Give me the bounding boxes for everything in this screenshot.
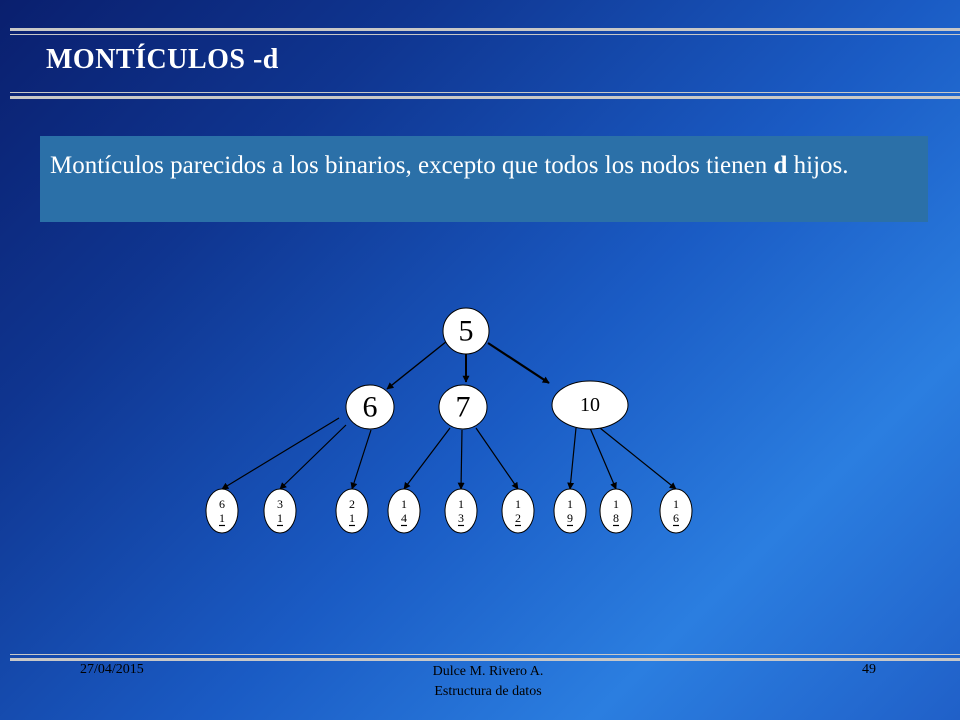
node-leaf-8-digit: 1 — [613, 497, 619, 512]
node-leaf-9 — [660, 489, 692, 533]
node-leaf-3-digit: 2 — [349, 497, 355, 512]
description-text-end: hijos. — [787, 152, 849, 179]
edge-to-leaf-5 — [461, 430, 462, 489]
node-leaf-5-digit: 1 — [458, 497, 464, 512]
node-leaf-6-digit: 2 — [515, 510, 521, 525]
node-level1-2-digit: 7 — [455, 390, 471, 424]
footer-date: 27/04/2015 — [80, 662, 144, 677]
description-text: Montículos parecidos a los binarios, excepto que todos los nodos tienen — [50, 152, 774, 179]
node-root-digit: 5 — [458, 314, 474, 348]
node-leaf-8 — [600, 489, 632, 533]
node-leaf-2-digit: 3 — [277, 497, 283, 512]
node-leaf-4-digit: 1 — [401, 497, 407, 512]
node-leaf-9-digit: 1 — [673, 497, 679, 512]
node-leaf-8-digit: 8 — [613, 510, 619, 525]
node-leaf-6 — [502, 489, 534, 533]
edge-to-leaf-6 — [476, 428, 518, 489]
node-leaf-9-digit: 6 — [673, 510, 679, 525]
node-level1-3-digit: 10 — [580, 394, 600, 416]
node-leaf-2 — [264, 489, 296, 533]
edge-to-leaf-9 — [600, 428, 676, 489]
node-leaf-4-digit: 4 — [401, 510, 407, 525]
bottom-rule-thin — [10, 654, 960, 655]
edge-to-leaf-2 — [280, 425, 346, 489]
footer-author-name: Dulce M. Rivero A. — [432, 664, 544, 679]
edge-root-to-10 — [488, 343, 549, 383]
tree-nodes — [206, 308, 692, 533]
edge-to-leaf-1 — [222, 418, 339, 489]
node-leaf-1-digit: 6 — [219, 497, 225, 512]
node-leaf-7-digit: 1 — [567, 497, 573, 512]
footer-course-name: Estructura de datos — [434, 684, 542, 699]
description-bold-d: d — [773, 152, 788, 179]
edge-to-leaf-4 — [404, 428, 450, 489]
edge-to-leaf-7 — [570, 428, 576, 489]
node-level1-1-digit: 6 — [362, 390, 378, 424]
bottom-rule-thick — [10, 658, 960, 661]
node-leaf-7-digit: 9 — [567, 510, 573, 525]
node-leaf-5-digit: 3 — [458, 510, 464, 525]
node-leaf-6-digit: 1 — [515, 497, 521, 512]
footer-page-number: 49 — [862, 662, 876, 677]
node-leaf-4 — [388, 489, 420, 533]
node-root — [443, 308, 489, 354]
slide-title: MONTÍCULOS -d — [46, 44, 279, 75]
node-leaf-3-digit: 1 — [349, 510, 355, 525]
node-leaf-2-digit: 1 — [277, 510, 283, 525]
node-leaf-5 — [445, 489, 477, 533]
node-level1-3 — [552, 381, 628, 429]
node-leaf-3 — [336, 489, 368, 533]
node-level1-2 — [439, 385, 487, 429]
node-level1-1 — [346, 385, 394, 429]
node-leaf-7 — [554, 489, 586, 533]
edge-to-leaf-3 — [352, 430, 371, 489]
node-leaf-1 — [206, 489, 238, 533]
footer-author — [398, 662, 578, 702]
node-leaf-1-digit: 1 — [219, 510, 225, 525]
edge-root-to-6 — [387, 341, 447, 389]
